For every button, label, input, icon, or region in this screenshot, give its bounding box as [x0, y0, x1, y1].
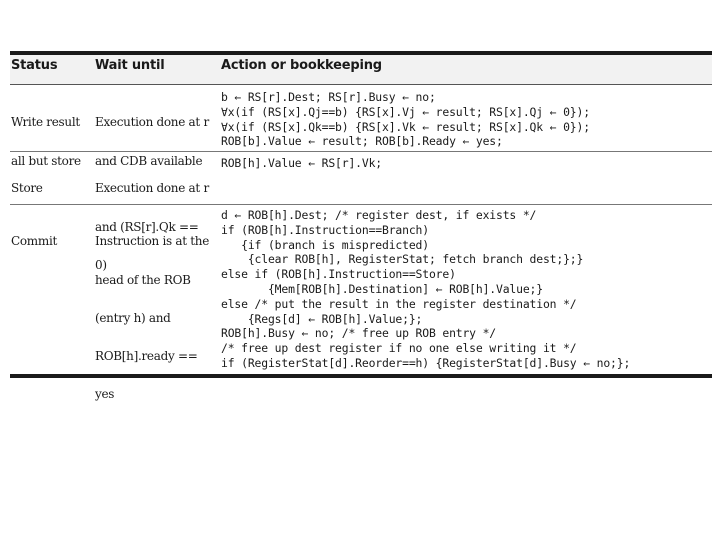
wait-line: 0)	[95, 257, 107, 272]
status-line: all but store	[11, 153, 81, 168]
status-line: Store	[11, 181, 43, 196]
code-line: else if (ROB[h].Instruction==Store)	[221, 267, 456, 282]
code-line: ∀x(if (RS[x].Qk==b) {RS[x].Vk ← result; RS[x].Qk ← 0});	[221, 119, 590, 134]
code-line: else /* put the result in the register destination */	[221, 296, 577, 311]
action-cell	[221, 208, 630, 371]
code-line: /* free up dest register if no one else writing it */	[221, 341, 577, 356]
status-cell	[11, 210, 57, 274]
status-line: Write result	[11, 115, 80, 130]
action-cell	[221, 156, 382, 171]
wait-line: and (RS[r].Qk ==	[95, 219, 199, 234]
code-line: ROB[b].Value ← result; ROB[b].Ready ← yes;	[221, 134, 503, 149]
code-line: {clear ROB[h], RegisterStat; fetch branch dest;};}	[221, 252, 584, 267]
code-line: {Mem[ROB[h].Destination] ← ROB[h].Value;}	[221, 281, 543, 296]
wait-line: yes	[95, 386, 115, 401]
code-line: ROB[h].Busy ← no; /* free up ROB entry */	[221, 326, 497, 341]
code-line: {Regs[d] ← ROB[h].Value;};	[221, 311, 423, 326]
code-line: if (ROB[h].Instruction==Branch)	[221, 222, 429, 237]
table-bottom-rule	[10, 374, 712, 378]
wait-line: and CDB available	[95, 153, 203, 168]
code-line: {if (branch is mispredicted)	[221, 237, 429, 252]
wait-line: ROB[h].ready ==	[95, 348, 198, 363]
wait-cell	[95, 210, 209, 426]
code-line: b ← RS[r].Dest; RS[r].Busy ← no;	[221, 90, 436, 104]
code-line: d ← ROB[h].Dest; /* register dest, if exists */	[221, 208, 537, 222]
code-line: ∀x(if (RS[x].Qj==b) {RS[x].Vj ← result; RS[x].Qj ← 0});	[221, 104, 590, 119]
wait-line: Execution done at r	[95, 181, 209, 196]
header-wait-until: Wait until	[95, 58, 165, 73]
code-line: if (RegisterStat[d].Reorder==h) {RegisterStat[d].Busy ← no;};	[221, 355, 631, 370]
header-status: Status	[11, 58, 58, 73]
status-line: Commit	[11, 234, 58, 249]
code-line: ROB[h].Value ← RS[r].Vk;	[221, 156, 382, 170]
row-divider	[10, 204, 712, 205]
table-header-rule	[10, 84, 712, 85]
action-cell	[221, 90, 590, 149]
header-action: Action or bookkeeping	[221, 58, 382, 73]
wait-line: Instruction is at the	[95, 234, 210, 249]
wait-line: (entry h) and	[95, 310, 171, 325]
wait-line: Execution done at r	[95, 115, 209, 130]
wait-line: head of the ROB	[95, 272, 191, 287]
row-divider	[10, 151, 712, 152]
